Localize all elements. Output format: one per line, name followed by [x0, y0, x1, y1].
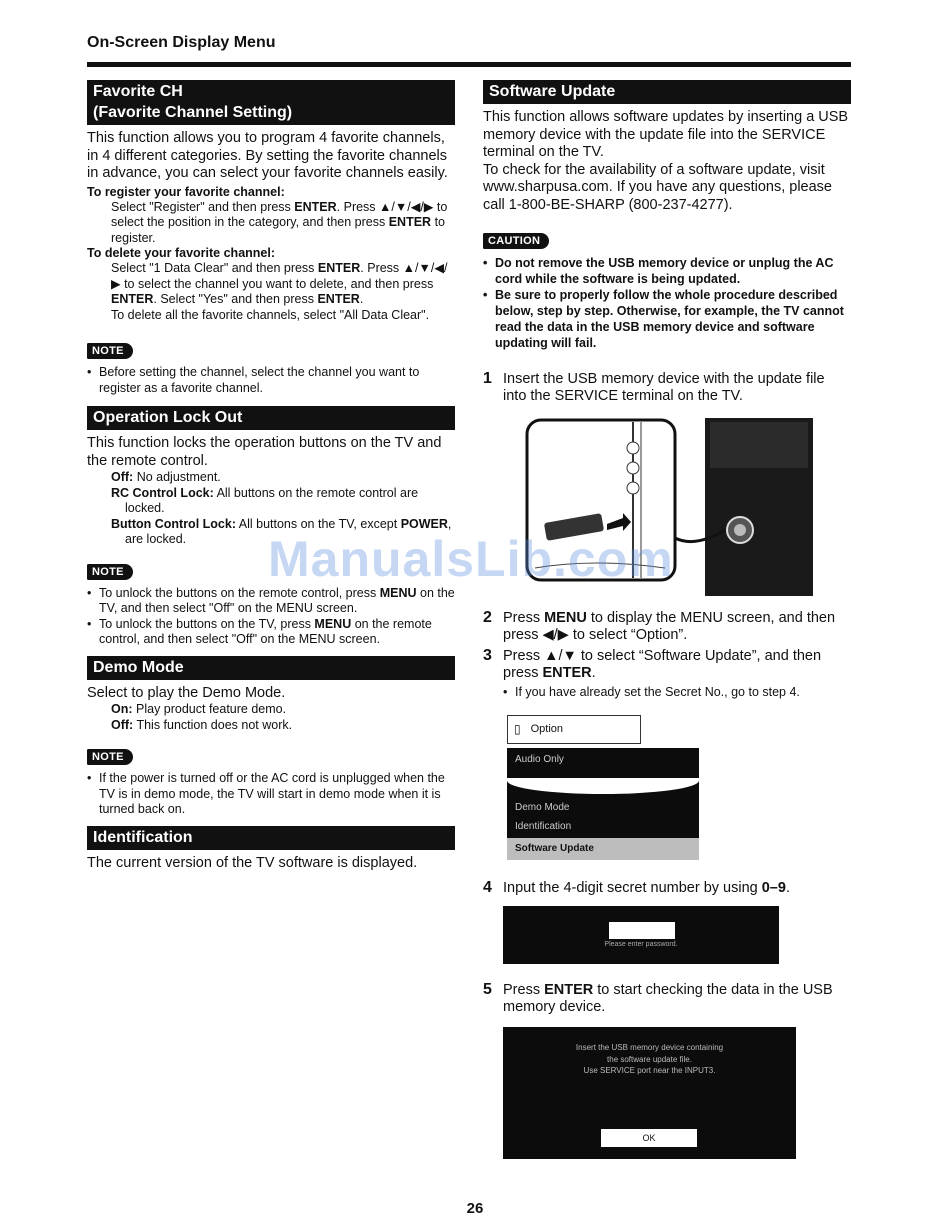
usb-line-1: Insert the USB memory device containing: [575, 1043, 724, 1052]
option-menu-screen: [507, 715, 701, 860]
identification-heading: Identification: [87, 826, 455, 850]
note1-pre: To unlock the buttons on the remote control, press: [99, 585, 380, 600]
menu-item-software-update: Software Update: [507, 838, 699, 860]
enter-key: ENTER: [317, 292, 360, 306]
off-text: This function does not work.: [133, 717, 293, 732]
delete-post: .: [359, 292, 364, 306]
note2-pre: To unlock the buttons on the TV, press: [99, 616, 315, 631]
password-field: [609, 922, 675, 939]
off-text: No adjustment.: [133, 470, 221, 484]
lock-intro: This function locks the operation buttons on the TV and the remote control.: [87, 435, 442, 469]
delete-all-text: To delete all the favorite channels, select "All Data Clear".: [111, 307, 430, 322]
register-pre: Select "Register" and then press: [111, 199, 295, 214]
menu-item-demo-mode: Demo Mode: [515, 801, 570, 813]
step-3-pre: Press ▲/▼ to select “Software Update”, and then press: [503, 648, 822, 681]
menu-key: MENU: [314, 616, 352, 631]
demo-off: [111, 718, 455, 734]
step-number: 2: [483, 609, 492, 626]
note2-post: on the remote control, and then select "Off" on the MENU screen.: [99, 616, 432, 646]
power-key: POWER: [400, 516, 448, 531]
caution-badge: CAUTION: [483, 233, 549, 249]
enter-key: ENTER: [542, 664, 592, 681]
step-number: 4: [483, 878, 492, 896]
left-column: [87, 80, 455, 872]
enter-key: ENTER: [388, 215, 432, 229]
delete-pre: Select "1 Data Clear" and then press: [111, 261, 318, 275]
step-1-text: Insert the USB memory device with the update file into the SERVICE terminal on the TV.: [503, 371, 825, 404]
demo-on: [111, 702, 455, 718]
step-5-pre: Press: [503, 982, 545, 998]
menu-key: MENU: [379, 585, 417, 600]
identification-text: The current version of the TV software is displayed.: [87, 854, 418, 871]
password-screen: [503, 906, 779, 964]
favorite-note: • Before setting the channel, select the channel you want to register as a favorite channel.: [87, 365, 455, 396]
demo-intro: Select to play the Demo Mode.: [87, 684, 286, 701]
option-tab: [507, 715, 641, 744]
rc-label: RC Control Lock:: [111, 485, 214, 500]
step-number: 5: [483, 981, 492, 998]
menu-item-audio-only: Audio Only: [515, 753, 564, 765]
lock-rc: [111, 486, 455, 517]
right-column: [483, 80, 851, 1159]
delete-text: [111, 261, 455, 323]
note1-post: on the TV, and then select "Off" on the MENU screen.: [99, 585, 455, 615]
delete-heading: To delete your favorite channel:: [87, 246, 276, 260]
step-4: [483, 880, 851, 897]
usb-message-screen: [503, 1027, 796, 1159]
caution-2: • Be sure to properly follow the whole procedure described below, step by step. Otherwise, for example, the TV cannot read the data in the USB memory device and software updating will fail.: [483, 287, 851, 351]
demo-note: • If the power is turned off or the AC cord is unplugged when the TV is in demo mode, the TV will start in demo mode when it is turned back on.: [87, 771, 455, 818]
step-5: [483, 982, 851, 1015]
note-badge: NOTE: [87, 564, 133, 580]
step-4-pre: Input the 4-digit secret number by using: [503, 879, 762, 896]
register-heading: To register your favorite channel:: [87, 184, 285, 199]
page-number: 26: [466, 1200, 484, 1217]
option-list: [507, 748, 699, 860]
step-2: [483, 610, 851, 643]
lock-note-2: [87, 617, 455, 648]
off-label: Off:: [111, 717, 134, 732]
demo-mode-heading: Demo Mode: [87, 656, 455, 680]
watermark: ManualsLib.com: [268, 531, 674, 587]
option-tab-label: Option: [530, 723, 564, 735]
step-5-post: to start checking the data in the USB memory device.: [503, 982, 833, 1015]
step-1: [483, 371, 851, 404]
usb-message: [503, 1027, 796, 1077]
favorite-ch-heading: [87, 80, 455, 125]
note-badge: NOTE: [87, 343, 133, 359]
register-post: to register.: [111, 215, 445, 245]
btn-label: Button Control Lock:: [111, 516, 236, 531]
lock-off: [111, 470, 455, 486]
off-label: Off:: [111, 470, 134, 484]
delete-mid2: . Select "Yes" and then press: [153, 292, 318, 306]
step-number: 3: [483, 647, 492, 664]
delete-mid: . Press ▲/▼/◀/▶ to select the channel you want to delete, and then press: [111, 261, 448, 291]
rc-text: All buttons on the remote control are locked.: [125, 485, 419, 515]
usb-line-2: the software update file.: [607, 1054, 692, 1064]
favorite-ch-title: Favorite CH: [93, 83, 183, 100]
btn-text: All buttons on the TV, except: [235, 516, 401, 531]
enter-key: ENTER: [294, 199, 337, 214]
enter-key: ENTER: [111, 292, 154, 306]
enter-key: ENTER: [317, 261, 361, 275]
note-badge: NOTE: [87, 749, 133, 765]
on-label: On:: [111, 702, 133, 716]
step-3-bullet: • If you have already set the Secret No., go to step 4.: [503, 685, 851, 701]
favorite-intro: This function allows you to program 4 favorite channels, in 4 different categories. By setting the favorite channels in advance, you can select your favorite channels easily.: [87, 130, 448, 181]
menu-item-identification: Identification: [515, 820, 572, 832]
usb-line-3: Use SERVICE port near the INPUT3.: [583, 1066, 716, 1075]
menu-break: [507, 778, 699, 794]
caution-1: • Do not remove the USB memory device or unplug the AC cord while the software is being updated.: [483, 255, 851, 287]
btn-post: , are locked.: [125, 516, 452, 546]
lock-note-1: [87, 586, 455, 617]
ok-button: OK: [601, 1129, 697, 1147]
on-text: Play product feature demo.: [132, 702, 287, 716]
enter-key: ENTER: [544, 982, 594, 998]
step-3: [483, 648, 851, 701]
step-2-post: to display the MENU screen, and then press ◀/▶ to select “Option”.: [503, 610, 836, 643]
operation-lock-heading: Operation Lock Out: [87, 406, 455, 430]
favorite-ch-subtitle: (Favorite Channel Setting): [93, 104, 293, 121]
register-text: [111, 200, 455, 247]
step-3-post: .: [591, 664, 596, 681]
password-prompt: Please enter password.: [604, 941, 678, 948]
register-mid: . Press ▲/▼/◀/▶ to select the position in the category, and then press: [111, 199, 448, 229]
step-4-post: .: [785, 879, 790, 896]
menu-key: MENU: [544, 610, 587, 626]
step-2-pre: Press: [503, 610, 545, 626]
page-title: On-Screen Display Menu: [87, 34, 276, 51]
sw-intro-2: To check for the availability of a software update, visit www.sharpusa.com. If you have any questions, please call 1-800-BE-SHARP (800-237-4277).: [483, 161, 832, 213]
header-rule: [87, 62, 851, 67]
digit-keys: 0–9: [761, 879, 786, 896]
sw-intro: This function allows software updates by inserting a USB memory device with the update file into the SERVICE terminal on the TV.: [483, 109, 849, 160]
step-number: 1: [483, 370, 492, 387]
software-update-heading: Software Update: [483, 80, 851, 104]
option-icon: ▯: [514, 722, 521, 736]
